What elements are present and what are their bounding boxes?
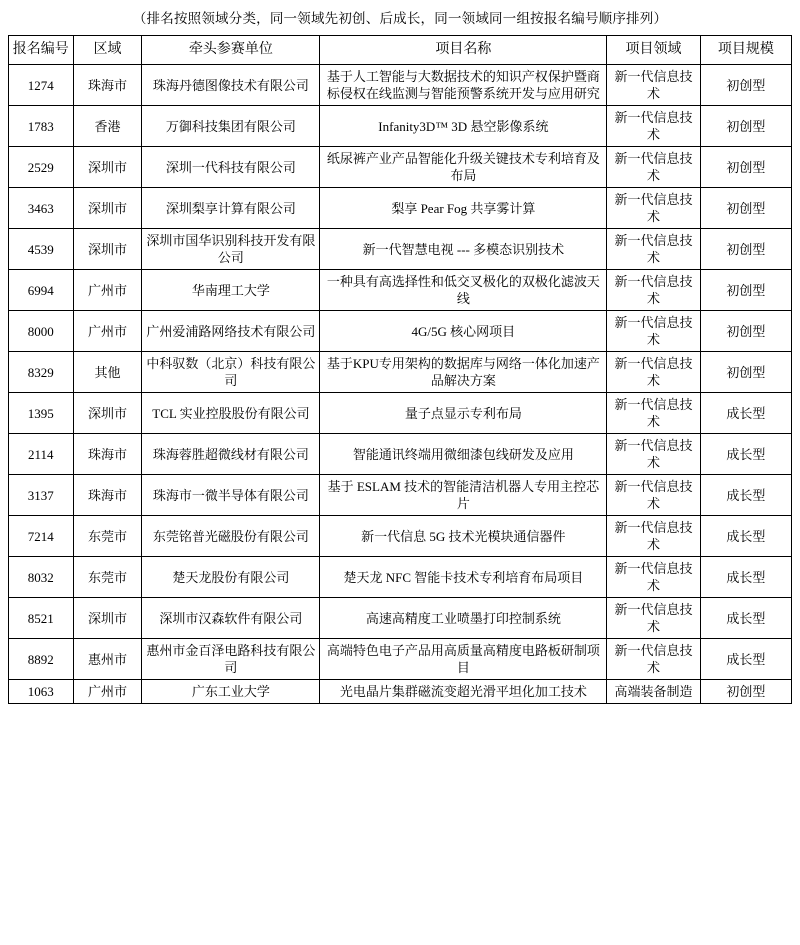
cell-region: 深圳市 bbox=[73, 229, 142, 270]
cell-scale: 成长型 bbox=[700, 639, 791, 680]
cell-field: 新一代信息技术 bbox=[607, 475, 700, 516]
cell-unit: 惠州市金百泽电路科技有限公司 bbox=[142, 639, 320, 680]
cell-name: 梨享 Pear Fog 共享雾计算 bbox=[320, 188, 607, 229]
cell-scale: 成长型 bbox=[700, 475, 791, 516]
cell-id: 8521 bbox=[9, 598, 74, 639]
cell-scale: 成长型 bbox=[700, 557, 791, 598]
table-row bbox=[9, 352, 792, 393]
column-header-field: 项目领域 bbox=[607, 36, 700, 65]
cell-id: 1063 bbox=[9, 680, 74, 704]
cell-name: 基于 ESLAM 技术的智能清洁机器人专用主控芯片 bbox=[320, 475, 607, 516]
cell-field: 新一代信息技术 bbox=[607, 188, 700, 229]
cell-region: 珠海市 bbox=[73, 65, 142, 106]
cell-field: 新一代信息技术 bbox=[607, 557, 700, 598]
cell-region: 东莞市 bbox=[73, 516, 142, 557]
cell-scale: 初创型 bbox=[700, 352, 791, 393]
cell-name: 基于KPU专用架构的数据库与网络一体化加速产品解决方案 bbox=[320, 352, 607, 393]
cell-scale: 成长型 bbox=[700, 434, 791, 475]
table-row bbox=[9, 229, 792, 270]
cell-scale: 初创型 bbox=[700, 106, 791, 147]
cell-name: 新一代信息 5G 技术光模块通信器件 bbox=[320, 516, 607, 557]
cell-scale: 成长型 bbox=[700, 516, 791, 557]
cell-id: 6994 bbox=[9, 270, 74, 311]
cell-scale: 初创型 bbox=[700, 188, 791, 229]
table-row bbox=[9, 65, 792, 106]
cell-scale: 初创型 bbox=[700, 229, 791, 270]
cell-id: 8032 bbox=[9, 557, 74, 598]
column-header-scale: 项目规模 bbox=[700, 36, 791, 65]
sorting-note: （排名按照领域分类，同一领域先初创、后成长，同一领域同一组按报名编号顺序排列） bbox=[132, 11, 668, 26]
cell-name: 基于人工智能与大数据技术的知识产权保护暨商标侵权在线监测与智能预警系统开发与应用研究 bbox=[320, 65, 607, 106]
cell-id: 8892 bbox=[9, 639, 74, 680]
cell-id: 1274 bbox=[9, 65, 74, 106]
cell-scale: 初创型 bbox=[700, 311, 791, 352]
cell-region: 香港 bbox=[73, 106, 142, 147]
cell-scale: 初创型 bbox=[700, 270, 791, 311]
cell-region: 深圳市 bbox=[73, 147, 142, 188]
cell-field: 新一代信息技术 bbox=[607, 639, 700, 680]
cell-id: 3463 bbox=[9, 188, 74, 229]
table-row bbox=[9, 393, 792, 434]
cell-field: 新一代信息技术 bbox=[607, 270, 700, 311]
cell-id: 8329 bbox=[9, 352, 74, 393]
cell-field: 新一代信息技术 bbox=[607, 352, 700, 393]
cell-id: 1783 bbox=[9, 106, 74, 147]
cell-scale: 成长型 bbox=[700, 598, 791, 639]
column-header-name: 项目名称 bbox=[320, 36, 607, 65]
cell-unit: 深圳梨享计算有限公司 bbox=[142, 188, 320, 229]
cell-unit: 珠海丹德图像技术有限公司 bbox=[142, 65, 320, 106]
cell-name: 量子点显示专利布局 bbox=[320, 393, 607, 434]
cell-field: 新一代信息技术 bbox=[607, 229, 700, 270]
cell-name: 高速高精度工业喷墨打印控制系统 bbox=[320, 598, 607, 639]
cell-region: 其他 bbox=[73, 352, 142, 393]
cell-unit: 广东工业大学 bbox=[142, 680, 320, 704]
table-row bbox=[9, 598, 792, 639]
cell-id: 2114 bbox=[9, 434, 74, 475]
table-row bbox=[9, 557, 792, 598]
column-header-region: 区域 bbox=[73, 36, 142, 65]
cell-field: 高端装备制造 bbox=[607, 680, 700, 704]
cell-region: 广州市 bbox=[73, 270, 142, 311]
cell-field: 新一代信息技术 bbox=[607, 393, 700, 434]
cell-scale: 初创型 bbox=[700, 65, 791, 106]
cell-unit: 深圳市汉森软件有限公司 bbox=[142, 598, 320, 639]
table-row bbox=[9, 434, 792, 475]
cell-unit: 深圳一代科技有限公司 bbox=[142, 147, 320, 188]
cell-region: 东莞市 bbox=[73, 557, 142, 598]
cell-name: 一种具有高选择性和低交叉极化的双极化滤波天线 bbox=[320, 270, 607, 311]
cell-unit: 深圳市国华识别科技开发有限公司 bbox=[142, 229, 320, 270]
table-row bbox=[9, 680, 792, 704]
cell-field: 新一代信息技术 bbox=[607, 311, 700, 352]
cell-id: 7214 bbox=[9, 516, 74, 557]
cell-field: 新一代信息技术 bbox=[607, 106, 700, 147]
cell-field: 新一代信息技术 bbox=[607, 65, 700, 106]
cell-name: 纸尿裤产业产品智能化升级关键技术专利培育及布局 bbox=[320, 147, 607, 188]
cell-scale: 初创型 bbox=[700, 147, 791, 188]
cell-unit: 广州爱浦路网络技术有限公司 bbox=[142, 311, 320, 352]
header-row bbox=[9, 36, 792, 65]
cell-unit: 珠海市一微半导体有限公司 bbox=[142, 475, 320, 516]
table-row bbox=[9, 475, 792, 516]
cell-field: 新一代信息技术 bbox=[607, 434, 700, 475]
cell-unit: 中科驭数（北京）科技有限公司 bbox=[142, 352, 320, 393]
cell-name: 楚天龙 NFC 智能卡技术专利培育布局项目 bbox=[320, 557, 607, 598]
cell-unit: TCL 实业控股股份有限公司 bbox=[142, 393, 320, 434]
cell-id: 2529 bbox=[9, 147, 74, 188]
cell-name: Infanity3D™ 3D 悬空影像系统 bbox=[320, 106, 607, 147]
table-row bbox=[9, 147, 792, 188]
table-row bbox=[9, 639, 792, 680]
cell-region: 广州市 bbox=[73, 680, 142, 704]
cell-region: 惠州市 bbox=[73, 639, 142, 680]
cell-unit: 东莞铭普光磁股份有限公司 bbox=[142, 516, 320, 557]
cell-unit: 华南理工大学 bbox=[142, 270, 320, 311]
cell-field: 新一代信息技术 bbox=[607, 516, 700, 557]
table-row bbox=[9, 106, 792, 147]
cell-name: 智能通讯终端用微细漆包线研发及应用 bbox=[320, 434, 607, 475]
cell-field: 新一代信息技术 bbox=[607, 147, 700, 188]
cell-region: 深圳市 bbox=[73, 598, 142, 639]
cell-region: 深圳市 bbox=[73, 393, 142, 434]
cell-name: 光电晶片集群磁流变超光滑平坦化加工技术 bbox=[320, 680, 607, 704]
cell-name: 4G/5G 核心网项目 bbox=[320, 311, 607, 352]
projects-table bbox=[8, 35, 792, 704]
table-header bbox=[9, 36, 792, 65]
cell-unit: 楚天龙股份有限公司 bbox=[142, 557, 320, 598]
cell-unit: 万御科技集团有限公司 bbox=[142, 106, 320, 147]
cell-unit: 珠海蓉胜超微线材有限公司 bbox=[142, 434, 320, 475]
cell-field: 新一代信息技术 bbox=[607, 598, 700, 639]
cell-id: 1395 bbox=[9, 393, 74, 434]
column-header-unit: 牵头参赛单位 bbox=[142, 36, 320, 65]
cell-scale: 成长型 bbox=[700, 393, 791, 434]
cell-id: 3137 bbox=[9, 475, 74, 516]
table-row bbox=[9, 188, 792, 229]
table-row bbox=[9, 270, 792, 311]
cell-name: 新一代智慧电视 --- 多模态识别技术 bbox=[320, 229, 607, 270]
cell-name: 高端特色电子产品用高质量高精度电路板研制项目 bbox=[320, 639, 607, 680]
table-row bbox=[9, 516, 792, 557]
cell-id: 8000 bbox=[9, 311, 74, 352]
column-header-id: 报名编号 bbox=[9, 36, 74, 65]
cell-id: 4539 bbox=[9, 229, 74, 270]
cell-scale: 初创型 bbox=[700, 680, 791, 704]
cell-region: 广州市 bbox=[73, 311, 142, 352]
cell-region: 深圳市 bbox=[73, 188, 142, 229]
cell-region: 珠海市 bbox=[73, 434, 142, 475]
table-row bbox=[9, 311, 792, 352]
table-body bbox=[9, 65, 792, 704]
cell-region: 珠海市 bbox=[73, 475, 142, 516]
